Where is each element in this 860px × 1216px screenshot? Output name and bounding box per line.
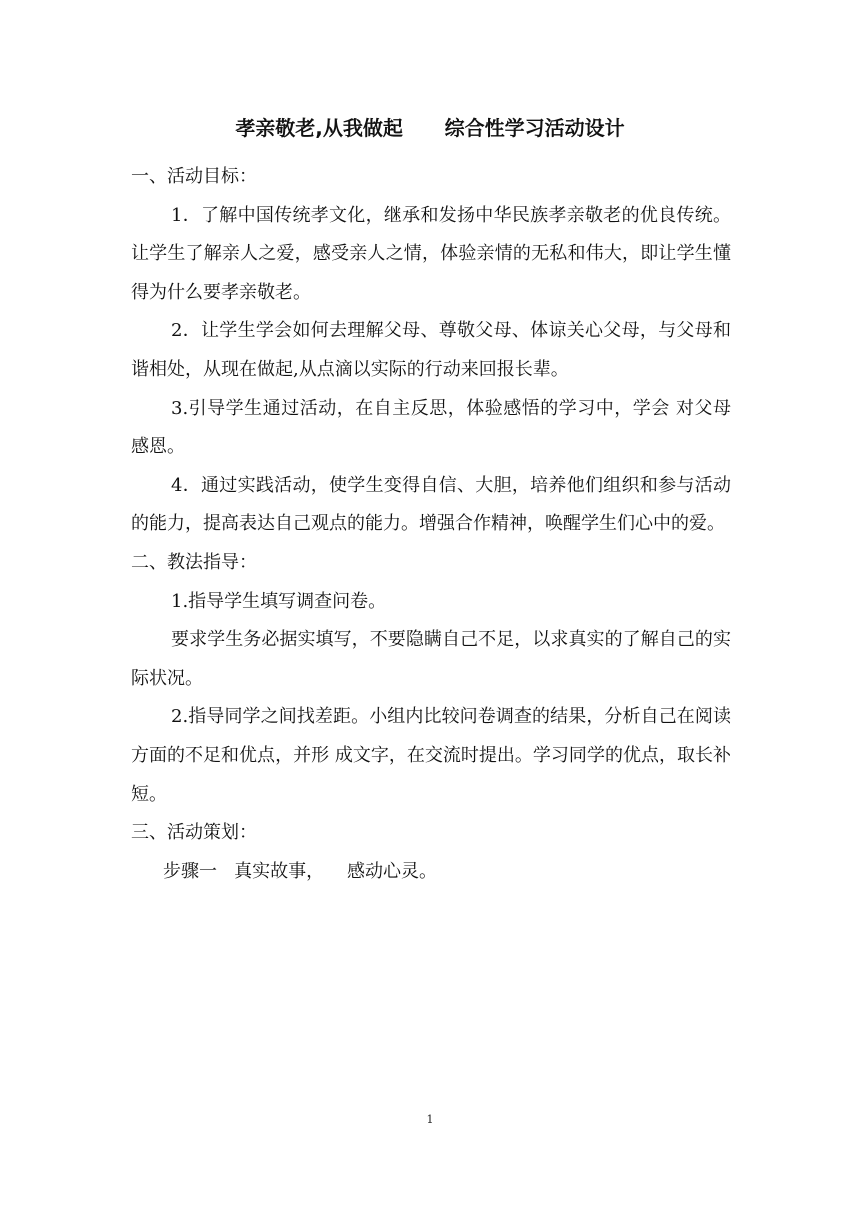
method-paragraph-1-detail: 要求学生务必据实填写，不要隐瞒自己不足，以求真实的了解自己的实际状况。 — [131, 629, 731, 689]
page-number: 1 — [426, 1113, 434, 1126]
method-paragraph-1: 1.指导学生填写调查问卷。 — [171, 590, 387, 612]
section-heading-goals: 一、活动目标： — [131, 166, 257, 187]
plan-step-1: 步骤一 真实故事， 感动心灵。 — [163, 860, 438, 882]
document-title: 孝亲敬老,从我做起 综合性学习活动设计 — [235, 116, 625, 140]
goal-paragraph-1: 1．了解中国传统孝文化，继承和发扬中华民族孝亲敬老的优良传统。让学生了解亲人之爱，感受亲人之情，体验亲情的无私和伟大，即让学生懂得为什么要孝亲敬老。 — [131, 204, 731, 303]
section-heading-plan: 三、活动策划： — [131, 822, 257, 844]
goal-paragraph-3: 3.引导学生通过活动，在自主反思，体验感悟的学习中，学会 对父母感恩。 — [131, 397, 731, 458]
goal-paragraph-4: 4．通过实践活动，使学生变得自信、大胆，培养他们组织和参与活动的能力，提高表达自己观点的能力。增强合作精神，唤醒学生们心中的爱。 — [131, 474, 731, 535]
document-body — [131, 158, 731, 891]
section-heading-method: 二、教法指导： — [131, 551, 257, 573]
method-paragraph-2: 2.指导同学之间找差距。小组内比较问卷调查的结果，分析自己在阅读方面的不足和优点，并形 成文字，在交流时提出。学习同学的优点，取长补短。 — [131, 706, 731, 805]
goal-paragraph-2: 2．让学生学会如何去理解父母、尊敬父母、体谅关心父母，与父母和谐相处，从现在做起,从点滴以实际的行动来回报长辈。 — [131, 320, 731, 380]
